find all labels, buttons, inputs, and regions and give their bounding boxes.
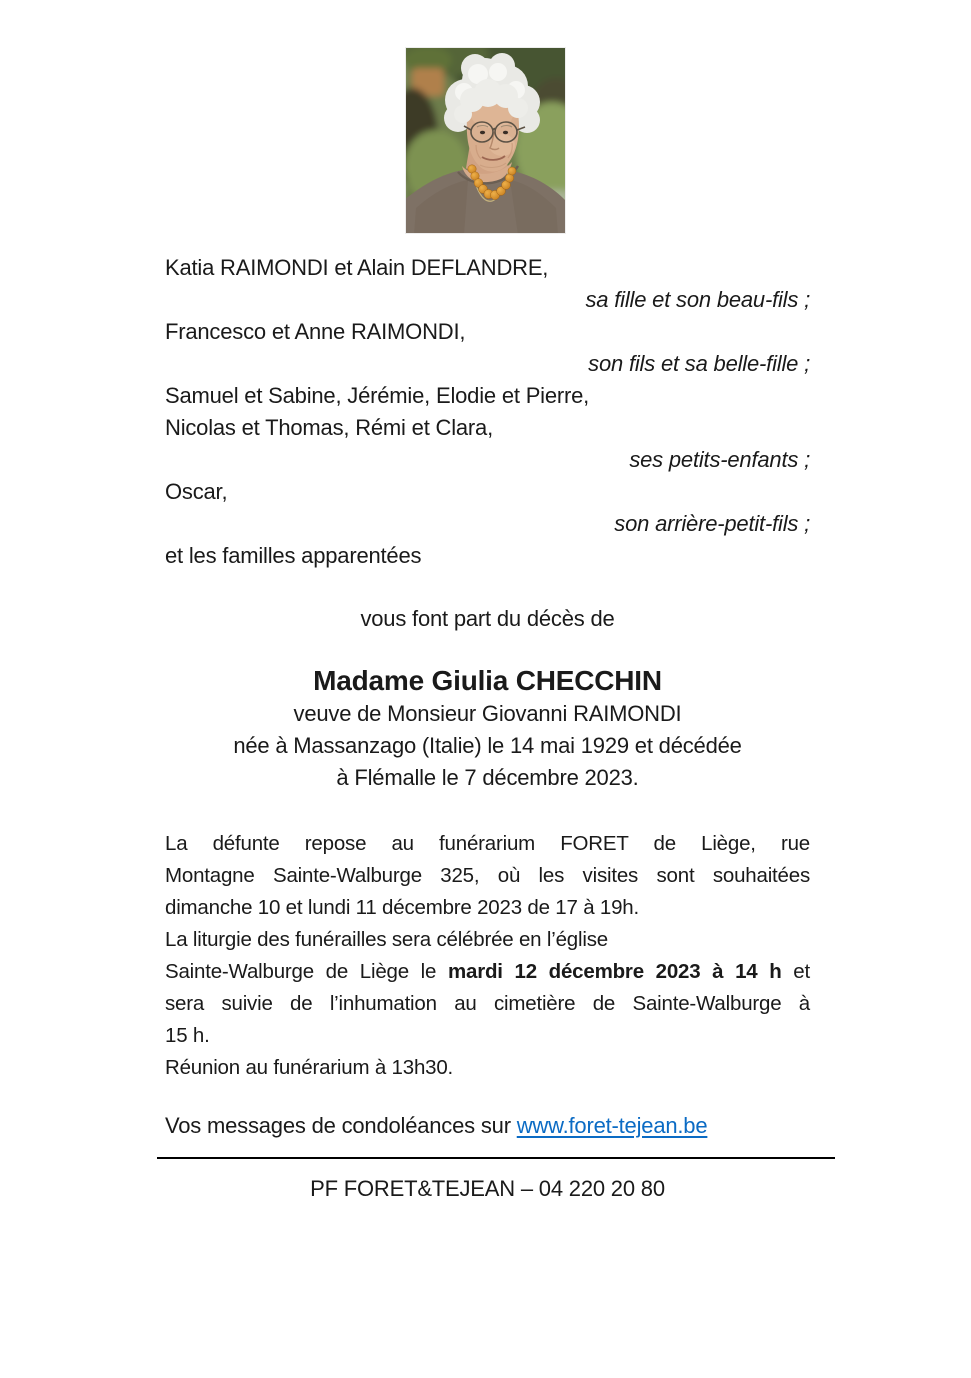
- announcement-intro: vous font part du décès de: [360, 606, 615, 631]
- deceased-widow-line: veuve de Monsieur Giovanni RAIMONDI: [293, 701, 682, 726]
- deceased-name: Madame Giulia CHECCHIN: [313, 665, 662, 696]
- funeral-notice: [165, 828, 810, 1084]
- deceased-birth-line: née à Massanzago (Italie) le 14 mai 1929 et décédée: [233, 733, 742, 758]
- notice-line: sera suivie de l’inhumation au cimetière de Sainte-Walburge à: [165, 992, 810, 1015]
- family-line: Nicolas et Thomas, Rémi et Clara,: [165, 415, 493, 440]
- condolences-line: [165, 1110, 810, 1142]
- condolences-text: Vos messages de condoléances sur: [165, 1113, 517, 1138]
- notice-line: Montagne Sainte-Walburge 325, où les visites sont souhaitées: [165, 864, 810, 887]
- notice-ceremony-pre: Sainte-Walburge de Liège le: [165, 960, 448, 983]
- notice-line: 15 h.: [165, 1024, 210, 1047]
- family-line: et les familles apparentées: [165, 543, 422, 568]
- family-relation: son fils et sa belle-fille ;: [588, 351, 810, 376]
- notice-line-ceremony: [165, 956, 810, 988]
- family-relation: sa fille et son beau-fils ;: [585, 287, 810, 312]
- notice-line: La liturgie des funérailles sera célébrée en l’église: [165, 928, 608, 951]
- condolences-link[interactable]: www.foret-tejean.be: [516, 1113, 708, 1138]
- notice-ceremony-post: et: [781, 960, 810, 983]
- notice-ceremony-datetime: mardi 12 décembre 2023 à 14 h: [447, 960, 782, 983]
- family-relation: son arrière-petit-fils ;: [614, 511, 810, 536]
- notice-line: dimanche 10 et lundi 11 décembre 2023 de 17 à 19h.: [165, 896, 640, 919]
- funeral-home-footer: PF FORET&TEJEAN – 04 220 20 80: [310, 1176, 665, 1201]
- notice-line: Réunion au funérarium à 13h30.: [165, 1056, 454, 1079]
- footer-divider: [157, 1157, 835, 1159]
- portrait-photo: [406, 48, 565, 233]
- family-relation: ses petits-enfants ;: [629, 447, 810, 472]
- notice-line: La défunte repose au funérarium FORET de Liège, rue: [165, 832, 810, 855]
- deceased-death-line: à Flémalle le 7 décembre 2023.: [336, 765, 639, 790]
- family-line: Samuel et Sabine, Jérémie, Elodie et Pierre,: [165, 383, 590, 408]
- family-list: [165, 252, 810, 572]
- deceased-section: [165, 664, 810, 794]
- family-line: Oscar,: [165, 479, 228, 504]
- portrait-photo-illustration: [406, 48, 565, 233]
- family-line: Francesco et Anne RAIMONDI,: [165, 319, 466, 344]
- family-line: Katia RAIMONDI et Alain DEFLANDRE,: [165, 255, 549, 280]
